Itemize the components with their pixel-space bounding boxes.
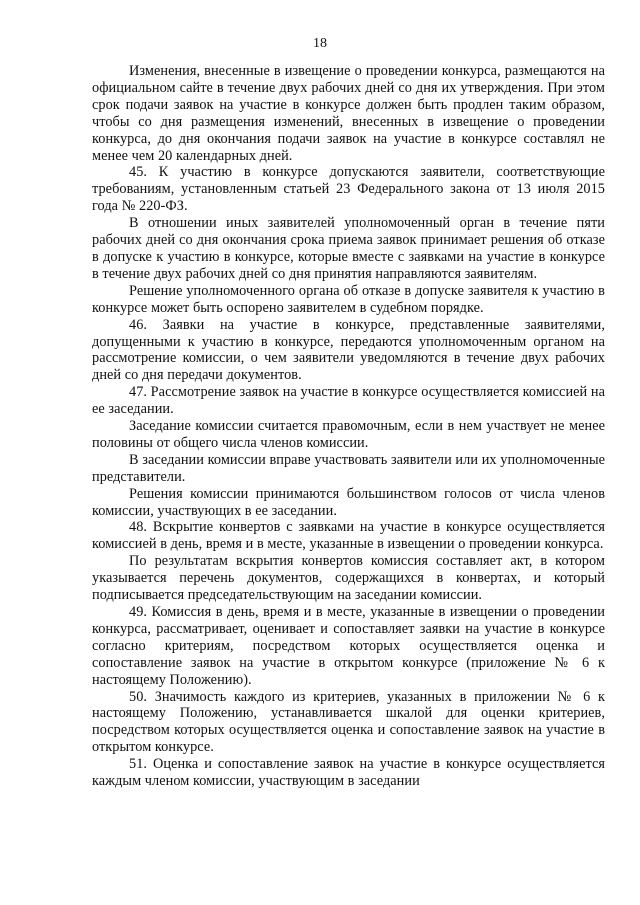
paragraph-48: 48. Вскрытие конвертов с заявками на участие в конкурсе осуществляется комиссией в день, время и в месте, указанные в извещении о проведении конкурса.	[92, 519, 605, 553]
document-body	[92, 63, 605, 790]
page-number: 18	[313, 36, 327, 51]
paragraph-quorum: Заседание комиссии считается правомочным, если в нем участвует не менее половины от общего числа членов комиссии.	[92, 418, 605, 451]
paragraph-refusal-appeal: Решение уполномоченного органа об отказе в допуске заявителя к участию в конкурсе может быть оспорено заявителем в судебном порядке.	[92, 282, 605, 316]
paragraph-decisions: Решения комиссии принимаются большинством голосов от числа членов комиссии, участвующих в ее заседании.	[92, 485, 605, 519]
paragraph-45: 45. К участию в конкурсе допускаются заявители, соответствующие требованиям, установленным статьей 23 Федерального закона от 13 июля 2015 года № 220-ФЗ.	[92, 164, 605, 215]
paragraph-opening-act: По результатам вскрытия конвертов комиссия составляет акт, в котором указывается перечень документов, содержащихся в конвертах, и который подписывается председательствующим на заседании комиссии.	[92, 553, 605, 604]
paragraph-51: 51. Оценка и сопоставление заявок на участие в конкурсе осуществляется каждым членом комиссии, участвующим в заседании	[92, 756, 605, 790]
paragraph-46: 46. Заявки на участие в конкурсе, представленные заявителями, допущенными к участию в конкурсе, передаются уполномоченным органом на рассмотрение комиссии, о чем заявители уведомляются в течение двух рабочих дней со дня передачи документов.	[92, 316, 605, 384]
paragraph-other-applicants: В отношении иных заявителей уполномоченный орган в течение пяти рабочих дней со дня окончания срока приема заявок принимает решения об отказе в допуске к участию в конкурсе, которые вместе с заявками на участие в конкурсе в течение двух рабочих дней со дня принятия направляются заявителям.	[92, 215, 605, 282]
paragraph-50: 50. Значимость каждого из критериев, указанных в приложении № 6 к настоящему Положению, устанавливается шкалой для оценки критериев, посредством которых осуществляется оценка и сопоставление заявок на участие в открытом конкурсе.	[92, 688, 605, 756]
paragraph-49: 49. Комиссия в день, время и в месте, указанные в извещении о проведении конкурса, рассматривает, оценивает и сопоставляет заявки на участие в конкурсе согласно критериям, посредством которых осуществляется оценка и сопоставление заявок на участие в открытом конкурсе (приложение № 6 к настоящему Положению).	[92, 604, 605, 688]
paragraph-participation: В заседании комиссии вправе участвовать заявители или их уполномоченные представители.	[92, 451, 605, 485]
paragraph-amendments: Изменения, внесенные в извещение о проведении конкурса, размещаются на официальном сайте в течение двух рабочих дней со дня их утверждения. При этом срок подачи заявок на участие в конкурсе должен быть продлен таким образом, чтобы со дня размещения изменений, внесенных в извещение о проведении конкурса, до дня окончания подачи заявок на участие в конкурсе составлял не менее чем 20 календарных дней.	[92, 63, 605, 164]
paragraph-47: 47. Рассмотрение заявок на участие в конкурсе осуществляется комиссией на ее заседании.	[92, 384, 605, 418]
